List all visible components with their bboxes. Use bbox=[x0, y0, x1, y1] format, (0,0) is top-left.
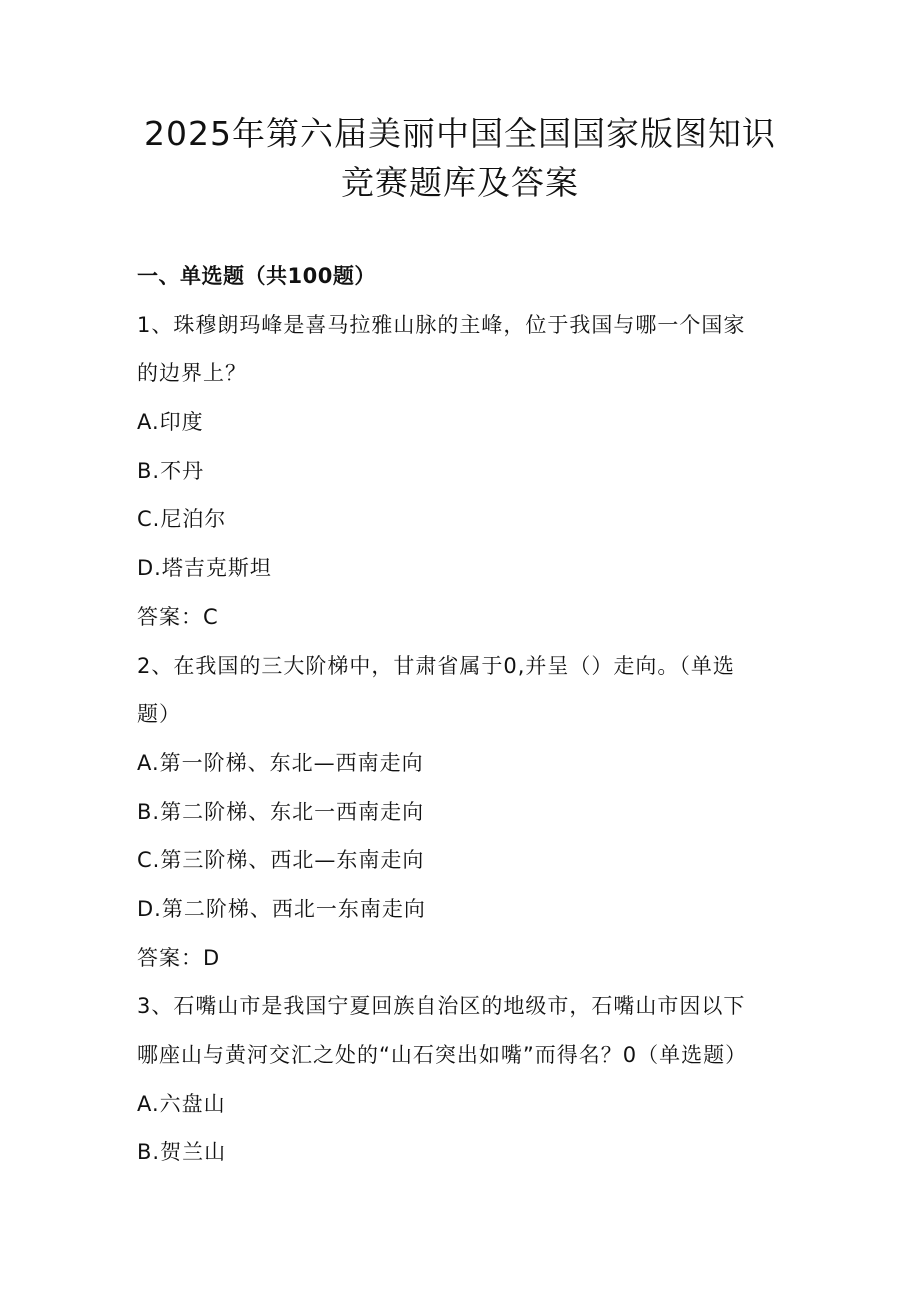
question-2-option-c: C.第三阶梯、西北—东南走向 bbox=[137, 848, 425, 873]
question-1-option-b: B.不丹 bbox=[137, 458, 205, 483]
question-2-option-a: A.第一阶梯、东北—西南走向 bbox=[137, 750, 424, 775]
question-2-stem-line-1: 2、在我国的三大阶梯中，甘肃省属于0,并呈（）走向。（单选 bbox=[137, 653, 735, 678]
question-2-option-d: D.第二阶梯、西北一东南走向 bbox=[137, 896, 426, 921]
question-3-option-b: B.贺兰山 bbox=[137, 1140, 227, 1165]
document-title-line-1: 2025年第六届美丽中国全国国家版图知识 bbox=[144, 114, 776, 153]
question-1-option-c: C.尼泊尔 bbox=[137, 507, 227, 532]
section-heading: 一、单选题（共100题） bbox=[137, 264, 376, 288]
question-2-answer: 答案：D bbox=[137, 945, 221, 970]
question-2-option-b: B.第二阶梯、东北一西南走向 bbox=[137, 799, 425, 824]
question-3-stem-line-1: 3、石嘴山市是我国宁夏回族自治区的地级市，石嘴山市因以下 bbox=[137, 994, 746, 1019]
question-2-stem-line-2: 题） bbox=[137, 702, 181, 727]
question-1-option-d: D.塔吉克斯坦 bbox=[137, 556, 272, 581]
document-body bbox=[137, 252, 787, 1177]
question-1-stem-line-1: 1、珠穆朗玛峰是喜马拉雅山脉的主峰，位于我国与哪一个国家 bbox=[137, 312, 746, 337]
question-1-stem-line-2: 的边界上？ bbox=[137, 361, 247, 386]
document-title-line-2: 竞赛题库及答案 bbox=[341, 163, 579, 202]
question-3-option-a: A.六盘山 bbox=[137, 1091, 226, 1116]
question-1-option-a: A.印度 bbox=[137, 410, 204, 435]
question-1-answer: 答案：C bbox=[137, 604, 219, 629]
question-3-stem-line-2: 哪座山与黄河交汇之处的“山石突出如嘴”而得名？0（单选题） bbox=[137, 1043, 748, 1067]
